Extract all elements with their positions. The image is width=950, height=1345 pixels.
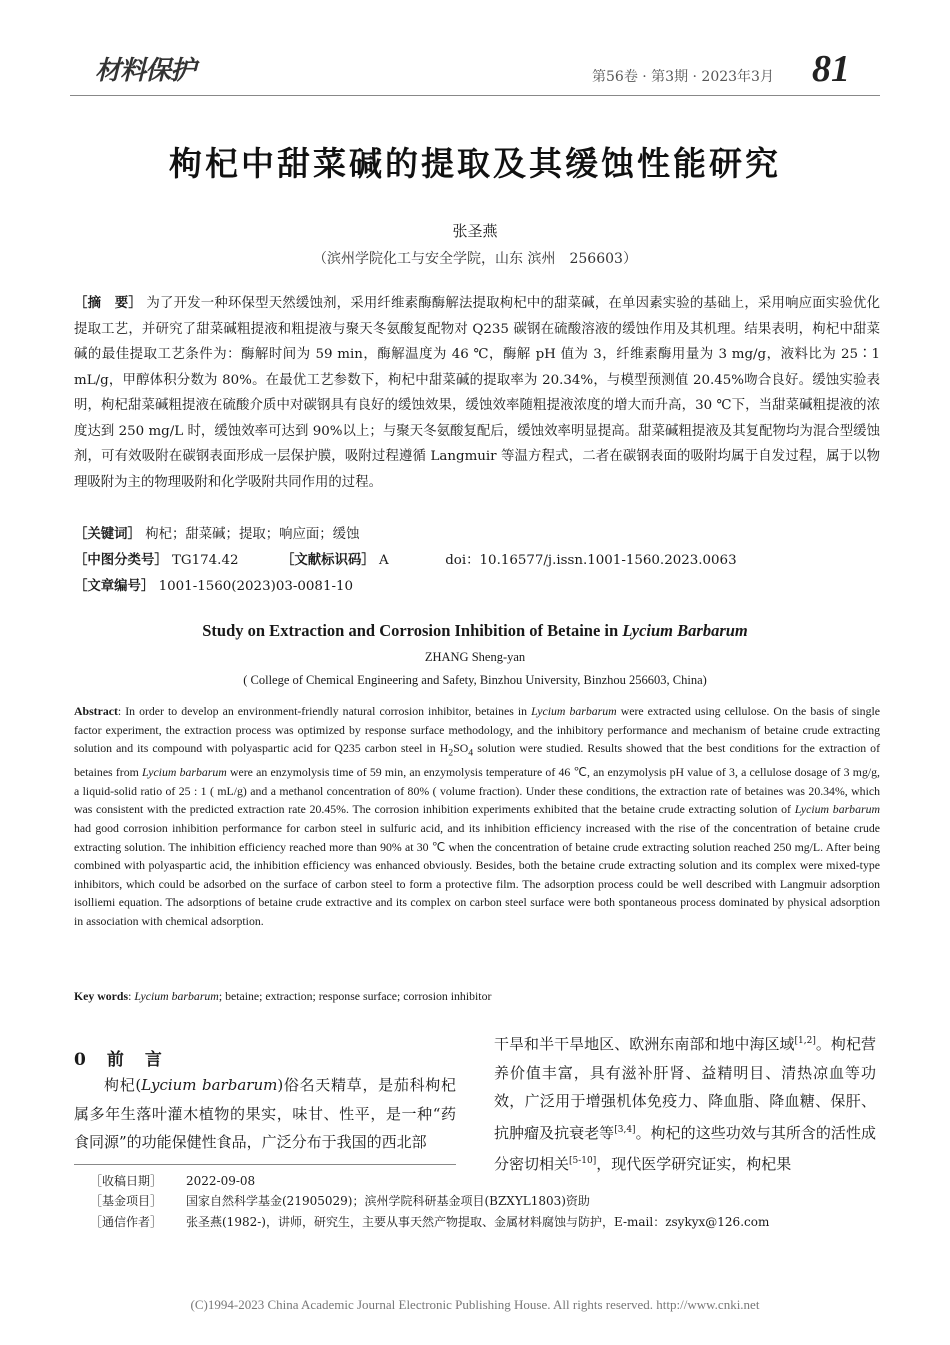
title-cn: 枸杞中甜菜碱的提取及其缓蚀性能研究 [169,144,781,183]
clc-label: ［中图分类号］ [74,553,168,568]
body-column-right [494,1027,876,1179]
keywords-en-label: Key words [74,989,129,1003]
keywords-en [74,987,880,1005]
doc-code-label: ［文献标识码］ [281,553,375,568]
keywords-en-italic: Lycium barbarum [134,989,219,1003]
footnote-rule [74,1164,456,1165]
citation-ref[interactable]: [3,4] [614,1124,636,1135]
citation-ref[interactable]: [1,2] [794,1036,816,1046]
abstract-cn [74,291,880,495]
body-text: 干旱和半干旱地区、欧洲东南部和地中海区域 [494,1035,795,1053]
article-number-value: 1001-1560(2023)03-0081-10 [158,579,354,594]
header-rule [70,95,880,96]
abstract-en-text: were extracted using cellulose. On the basis of single factor experiment, the extraction process was optimized by response surface methodology, and the inhibitory performance and mechanism of betaine crude extracting solution and its compound with polyaspartic acid for Q235 carbon steel in H [74,704,880,756]
section-title: 前 言 [106,1050,164,1070]
footnote-text: 国家自然科学基金(21905029)；滨州学院科研基金项目(BZXYL1803)资助 [186,1194,590,1208]
section-number: 0 [74,1050,88,1070]
body-paragraph [74,1071,456,1157]
footnote-label: ［收稿日期］ [90,1174,163,1188]
abstract-en-text: solution were studied. Results showed that the best conditions for the extraction of betaines from [74,741,881,780]
footnote-text: 2022-09-08 [186,1174,256,1188]
body-column-left [74,1071,456,1157]
issue-info: 第56卷 · 第3期 · 2023年3月 [592,69,774,85]
article-number-line [74,576,353,598]
abstract-en-text: had good corrosion inhibition performance for carbon steel in sulfuric acid, and its inhibition efficiency increased with the rise of the concentration of betaine crude extracting solution. The inhibition efficiency reached more than 90% at 30 ℃ when the concentration of betaine crude extracting solution reached 250 mg/L. After being combined with polyaspartic acid, the inhibition efficiency was enhanced obviously. Besides, both the betaine crude extracting solution and its complex were mixed-type inhibitors, which could be adsorbed on the surface of carbon steel to form a protective film. The adsorption process could be well described with Langmuir adsorption isolliemi equation. The adsorptions of betaine crude extractive and its complex on carbon steel surface were both spontaneous process dominated by physical adsorption in association with chemical adsorption. [74,820,880,928]
doi-label: doi： [445,553,480,568]
body-paragraph [494,1027,876,1179]
section-heading [74,1045,164,1070]
keywords-cn-text: 枸杞；甜菜碱；提取；响应面；缓蚀 [145,527,360,542]
affiliation-en: ( College of Chemical Engineering and Safety, Binzhou University, Binzhou 256603, China) [243,673,707,687]
abstract-en-text: SO [453,741,469,756]
article-number-label: ［文章编号］ [74,579,155,594]
abstract-en-text: In order to develop an environment-friendly natural corrosion inhibitor, betaines in [125,704,532,718]
body-italic: Lycium barbarum [141,1076,278,1094]
affiliation-cn: （滨州学院化工与安全学院，山东 滨州 256603） [313,251,637,267]
abstract-en-italic: Lycium barbarum [142,765,227,780]
footnote-received [90,1172,255,1190]
abstract-cn-text: 为了开发一种环保型天然缓蚀剂，采用纤维素酶酶解法提取枸杞中的甜菜碱，在单因素实验的基础上，采用响应面实验优化提取工艺，并研究了甜菜碱粗提液和粗提液与聚天冬氨酸复配物对 Q235 碳钢在硫酸溶液的缓蚀作用及其机理。结果表明，枸杞中甜菜碱的最佳提取工艺条件为：酶解时间为 59 min，酶解温度为 46 ℃，酶解 pH 值为 3，纤维素酶用量为 3 mg/g，液料比为 25∶1 mL/g，甲醇体积分数为 80%。在最优工艺参数下，枸杞中甜菜碱的提取率为 20.34%，与模型预测值 20.45%吻合良好。缓蚀实验表明，枸杞甜菜碱粗提液在硫酸介质中对碳钢具有良好的缓蚀效果，缓蚀效率随粗提液浓度的增大而升高，30 ℃下，当甜菜碱粗提液的浓度达到 250 mg/L 时，缓蚀效率可达到 90%以上；与聚天冬氨酸复配后，缓蚀效率明显提高。甜菜碱粗提液及其复配物均为混合型缓蚀剂，可有效吸附在碳钢表面形成一层保护膜，吸附过程遵循 Langmuir 等温方程式，二者在碳钢表面的吸附均属于自发过程，属于以物理吸附为主的物理吸附和化学吸附共同作用的过程。 [74,296,881,490]
clc-value: TG174.42 [172,553,239,568]
journal-logo: 材料保护 [95,56,196,86]
footnote-corresponding [90,1213,769,1231]
abstract-en-sub: 2 [448,747,454,759]
author-en: ZHANG Sheng-yan [424,650,526,664]
body-text: 枸杞( [104,1076,142,1094]
keywords-cn [74,524,359,546]
abstract-en-label: Abstract [74,704,118,718]
title-en-italic: Lycium Barbarum [622,621,748,640]
footnote-funding [90,1192,590,1210]
abstract-en-text: were an enzymolysis time of 59 min, an enzymolysis temperature of 46 ℃, an enzymolysis pH value of 3, a cellulose dosage of 3 mg/g, a liquid-solid ratio of 25 : 1 ( mL/g) and a methanol concentration of 80% ( volume fraction). Under these conditions, the extraction rate of betaines was 20.34%, which was consistent with the predicted extraction rate 20.45%. The corrosion inhibition experiments exhibited that the betaine crude extracting solution of [74,765,880,817]
footnote-label: ［通信作者］ [90,1215,163,1229]
page-header [0,0,950,100]
copyright-footer: (C)1994-2023 China Academic Journal Electronic Publishing House. All rights reserved. http://www.cnki.net [190,1297,760,1312]
doi-value[interactable]: 10.16577/j.issn.1001-1560.2023.0063 [479,553,737,568]
page-number: 81 [812,48,850,90]
abstract-en-italic: Lycium barbarum [531,704,617,718]
body-text: 。枸杞的这些功效与其所含的活性成分密切相关 [494,1123,876,1173]
keywords-en-sep: : [128,989,135,1003]
doc-code-value: A [379,553,389,568]
title-en-main: Study on Extraction and Corrosion Inhibition of Betaine in [202,621,623,640]
citation-ref[interactable]: [5-10] [569,1156,597,1166]
body-text: 。枸杞营养价值丰富，具有滋补肝肾、益精明目、清热凉血等功效，广泛用于增强机体免疫力、降血脂、降血糖、保肝、抗肿瘤及抗衰老等 [494,1035,876,1142]
footnote-label: ［基金项目］ [90,1194,163,1208]
body-text: )俗名天精草，是茄科枸杞属多年生落叶灌木植物的果实，味甘、性平，是一种“药食同源”的功能保健性食品，广泛分布于我国的西北部 [74,1076,456,1151]
footnote-text: 张圣燕(1982-)，讲师，研究生，主要从事天然产物提取、金属材料腐蚀与防护，E-mail：zsykyx@126.com [186,1215,770,1229]
classification-line [74,550,737,572]
abstract-cn-label: ［摘 要］ [74,296,142,311]
author-cn: 张圣燕 [452,222,498,240]
keywords-cn-label: ［关键词］ [74,527,141,542]
title-en [0,621,950,641]
abstract-en [74,702,880,930]
abstract-en-sub: 4 [468,747,474,759]
keywords-en-text: ; betaine; extraction; response surface; corrosion inhibitor [218,989,492,1003]
abstract-en-italic: Lycium barbarum [794,802,880,817]
abstract-en-sep: : [117,704,126,718]
body-text: ，现代医学研究证实，枸杞果 [596,1155,792,1173]
